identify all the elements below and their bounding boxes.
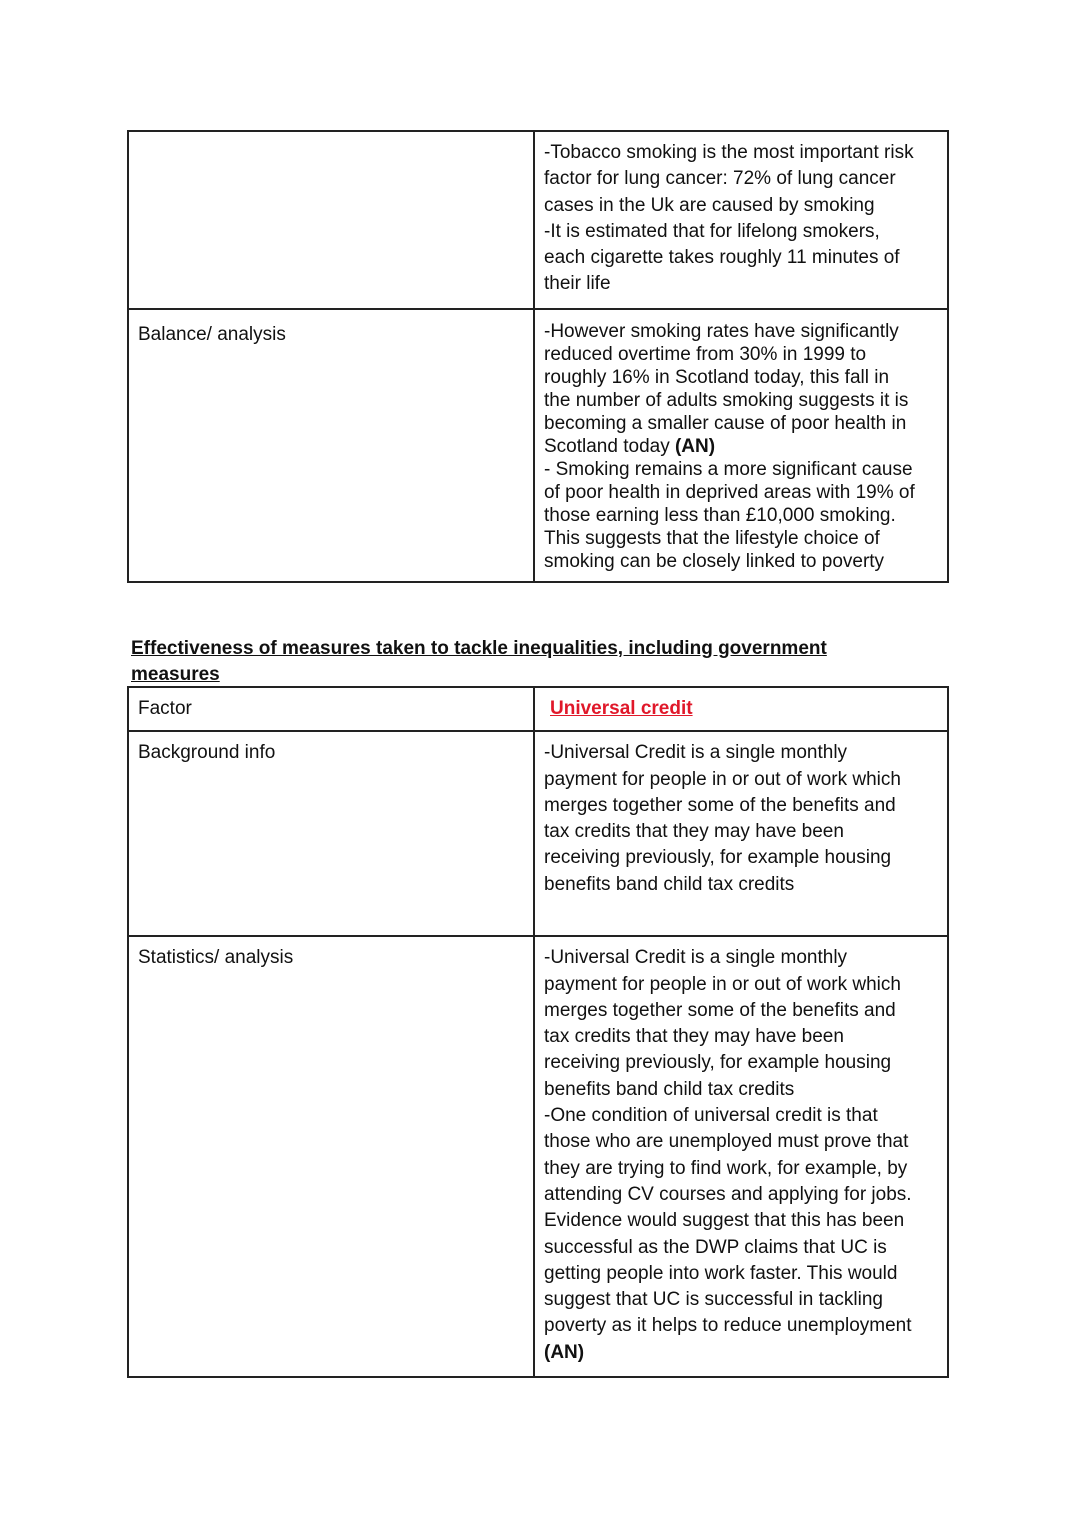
- row-content-cell: [534, 731, 948, 936]
- row-label-cell: [128, 731, 534, 936]
- text-line: those earning less than £10,000 smoking.: [544, 505, 896, 526]
- text-line: -Universal Credit is a single monthly: [544, 947, 848, 969]
- text-line: becoming a smaller cause of poor health in: [544, 413, 907, 434]
- text-line: payment for people in or out of work which: [544, 768, 901, 790]
- analysis-tag: (AN): [544, 1341, 585, 1363]
- table-row: [128, 131, 948, 309]
- factor-label: Factor: [138, 698, 192, 719]
- table-row: [128, 936, 948, 1377]
- text-line: smoking can be closely linked to poverty: [544, 551, 885, 572]
- text-line: -However smoking rates have significantly: [544, 321, 899, 342]
- text-line: payment for people in or out of work which: [544, 973, 901, 995]
- text-line: benefits band child tax credits: [544, 873, 795, 895]
- text-line: suggest that UC is successful in tackling: [544, 1289, 883, 1311]
- row-content-cell: [534, 936, 948, 1377]
- row-label: Balance/ analysis: [138, 324, 286, 345]
- text-line: -Tobacco smoking is the most important risk: [544, 142, 914, 163]
- universal-credit-link[interactable]: Universal credit: [550, 698, 693, 719]
- header-value-cell: [534, 687, 948, 731]
- row-label-cell: [128, 131, 534, 309]
- text-line: -Universal Credit is a single monthly: [544, 742, 848, 764]
- text-line: This suggests that the lifestyle choice of: [544, 528, 880, 549]
- text-line: [544, 1340, 938, 1366]
- text-line: merges together some of the benefits and: [544, 794, 896, 816]
- text-line: successful as the DWP claims that UC is: [544, 1236, 887, 1258]
- row-label: Background info: [138, 742, 276, 764]
- analysis-tag: (AN): [674, 436, 716, 457]
- row-label-cell: [128, 309, 534, 582]
- text-line: reduced overtime from 30% in 1999 to: [544, 344, 867, 365]
- text-line: the number of adults smoking suggests it is: [544, 390, 909, 411]
- table-row: [128, 731, 948, 936]
- text-line: [544, 435, 938, 458]
- text-line: -It is estimated that for lifelong smokers,: [544, 220, 880, 242]
- text-line: getting people into work faster. This would: [544, 1262, 898, 1284]
- universal-credit-table: [127, 686, 949, 1378]
- smoking-table: [127, 130, 949, 583]
- text-line: each cigarette takes roughly 11 minutes of: [544, 247, 900, 269]
- text-line: - Smoking remains a more significant cause: [544, 459, 913, 480]
- text-line: tax credits that they may have been: [544, 821, 844, 843]
- text-line: tax credits that they may have been: [544, 1026, 844, 1048]
- text-line: roughly 16% in Scotland today, this fall in: [544, 367, 890, 388]
- row-label-cell: [128, 936, 534, 1377]
- table-row: [128, 309, 948, 582]
- row-content-cell: [534, 131, 948, 309]
- table-header-row: [128, 687, 948, 731]
- header-label-cell: [128, 687, 534, 731]
- text-line: -One condition of universal credit is that: [544, 1105, 878, 1127]
- text-line: attending CV courses and applying for jobs.: [544, 1183, 912, 1205]
- text-line: cases in the Uk are caused by smoking: [544, 194, 875, 216]
- text-line: their life: [544, 273, 611, 295]
- text-line: Evidence would suggest that this has been: [544, 1210, 905, 1232]
- text-line: those who are unemployed must prove that: [544, 1131, 909, 1153]
- text-line: factor for lung cancer: 72% of lung cancer: [544, 168, 896, 190]
- text-line: they are trying to find work, for example, by: [544, 1157, 908, 1179]
- row-content-cell: [534, 309, 948, 582]
- text-line: merges together some of the benefits and: [544, 999, 896, 1021]
- row-label: Statistics/ analysis: [138, 947, 294, 969]
- text-line: poverty as it helps to reduce unemployment: [544, 1315, 912, 1337]
- text-line: receiving previously, for example housing: [544, 847, 892, 869]
- section-heading: Effectiveness of measures taken to tackle inequalities, including government measures: [131, 638, 827, 685]
- text-line: receiving previously, for example housing: [544, 1052, 892, 1074]
- text-line: benefits band child tax credits: [544, 1078, 795, 1100]
- text-line: of poor health in deprived areas with 19% of: [544, 482, 915, 503]
- text-fragment: Scotland today: [544, 436, 670, 457]
